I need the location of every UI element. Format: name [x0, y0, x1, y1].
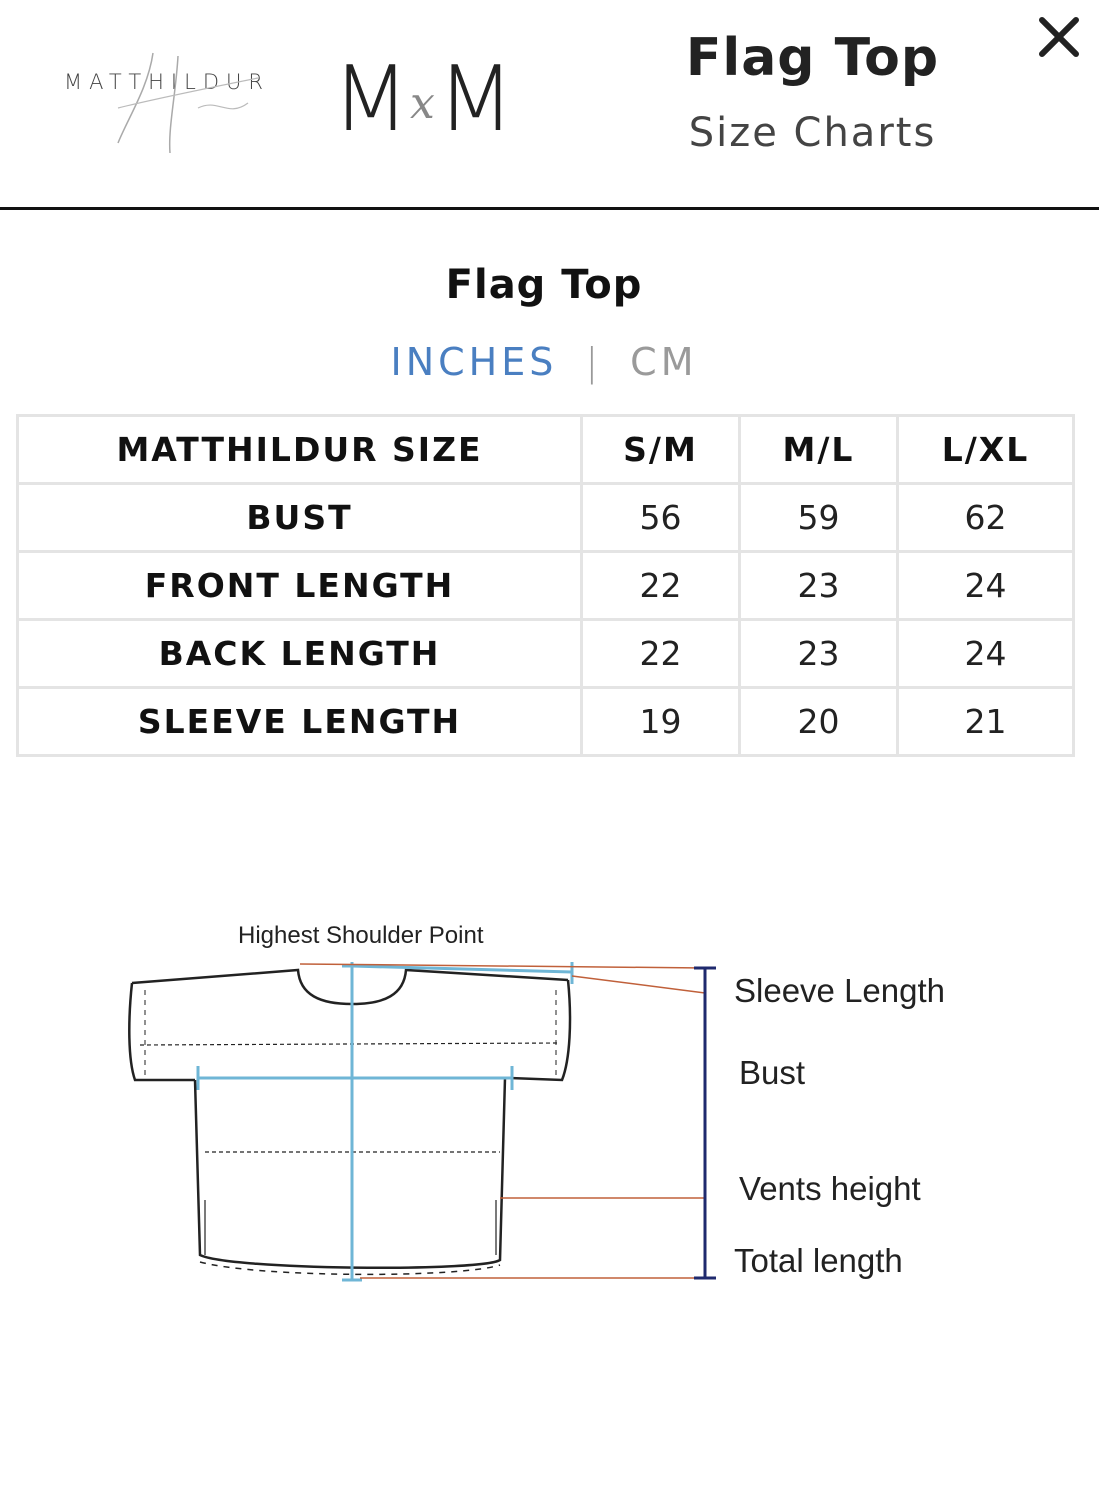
logo-letter-left: M [332, 47, 410, 152]
leader-lines [300, 964, 705, 1278]
logo-letter-middle: x [410, 78, 435, 129]
close-icon [1034, 12, 1084, 62]
header-subtitle: Size Charts [688, 110, 937, 156]
column-header: S/M [582, 416, 740, 484]
column-header: MATTHILDUR SIZE [18, 416, 582, 484]
table-cell: 20 [740, 688, 898, 756]
table-cell: 56 [582, 484, 740, 552]
table-row [18, 484, 1074, 552]
measure-lines [198, 962, 572, 1280]
size-table [16, 414, 1075, 757]
table-cell: 23 [740, 620, 898, 688]
shirt-outline [129, 970, 570, 1274]
table-cell: 24 [898, 620, 1074, 688]
signature-scribble-icon [58, 48, 278, 158]
highest-shoulder-point-label: Highest Shoulder Point [238, 922, 484, 949]
column-header: M/L [740, 416, 898, 484]
row-label: BUST [18, 484, 582, 552]
mxm-logo [332, 47, 522, 160]
table-row [18, 552, 1074, 620]
table-cell: 23 [740, 552, 898, 620]
table-row [18, 620, 1074, 688]
table-cell: 22 [582, 620, 740, 688]
column-header: L/XL [898, 416, 1074, 484]
row-label: SLEEVE LENGTH [18, 688, 582, 756]
bust-label: Bust [739, 1054, 806, 1091]
matthildur-signature-logo [58, 48, 278, 158]
signature-text: MATTHILDUR [64, 70, 270, 94]
table-cell: 19 [582, 688, 740, 756]
unit-separator: | [585, 340, 603, 384]
table-cell: 24 [898, 552, 1074, 620]
sleeve-length-label: Sleeve Length [734, 972, 946, 1009]
logo-letter-right: M [437, 47, 515, 152]
table-cell: 59 [740, 484, 898, 552]
header-title: Flag Top [685, 28, 940, 88]
row-label: BACK LENGTH [18, 620, 582, 688]
length-scale [694, 968, 716, 1278]
row-label: FRONT LENGTH [18, 552, 582, 620]
unit-cm-tab[interactable]: CM [630, 340, 698, 384]
table-cell: 62 [898, 484, 1074, 552]
table-cell: 22 [582, 552, 740, 620]
total-length-label: Total length [734, 1242, 903, 1279]
unit-inches-tab[interactable]: INCHES [390, 340, 558, 384]
measurement-diagram [0, 900, 1099, 1320]
chart-title: Flag Top [445, 262, 643, 308]
close-button[interactable] [1034, 12, 1084, 62]
table-cell: 21 [898, 688, 1074, 756]
size-chart-header [0, 0, 1099, 210]
table-header-row [18, 416, 1074, 484]
table-row [18, 688, 1074, 756]
garment-illustration [0, 900, 1099, 1320]
vents-height-label: Vents height [739, 1170, 921, 1207]
unit-toggle [0, 340, 1088, 384]
